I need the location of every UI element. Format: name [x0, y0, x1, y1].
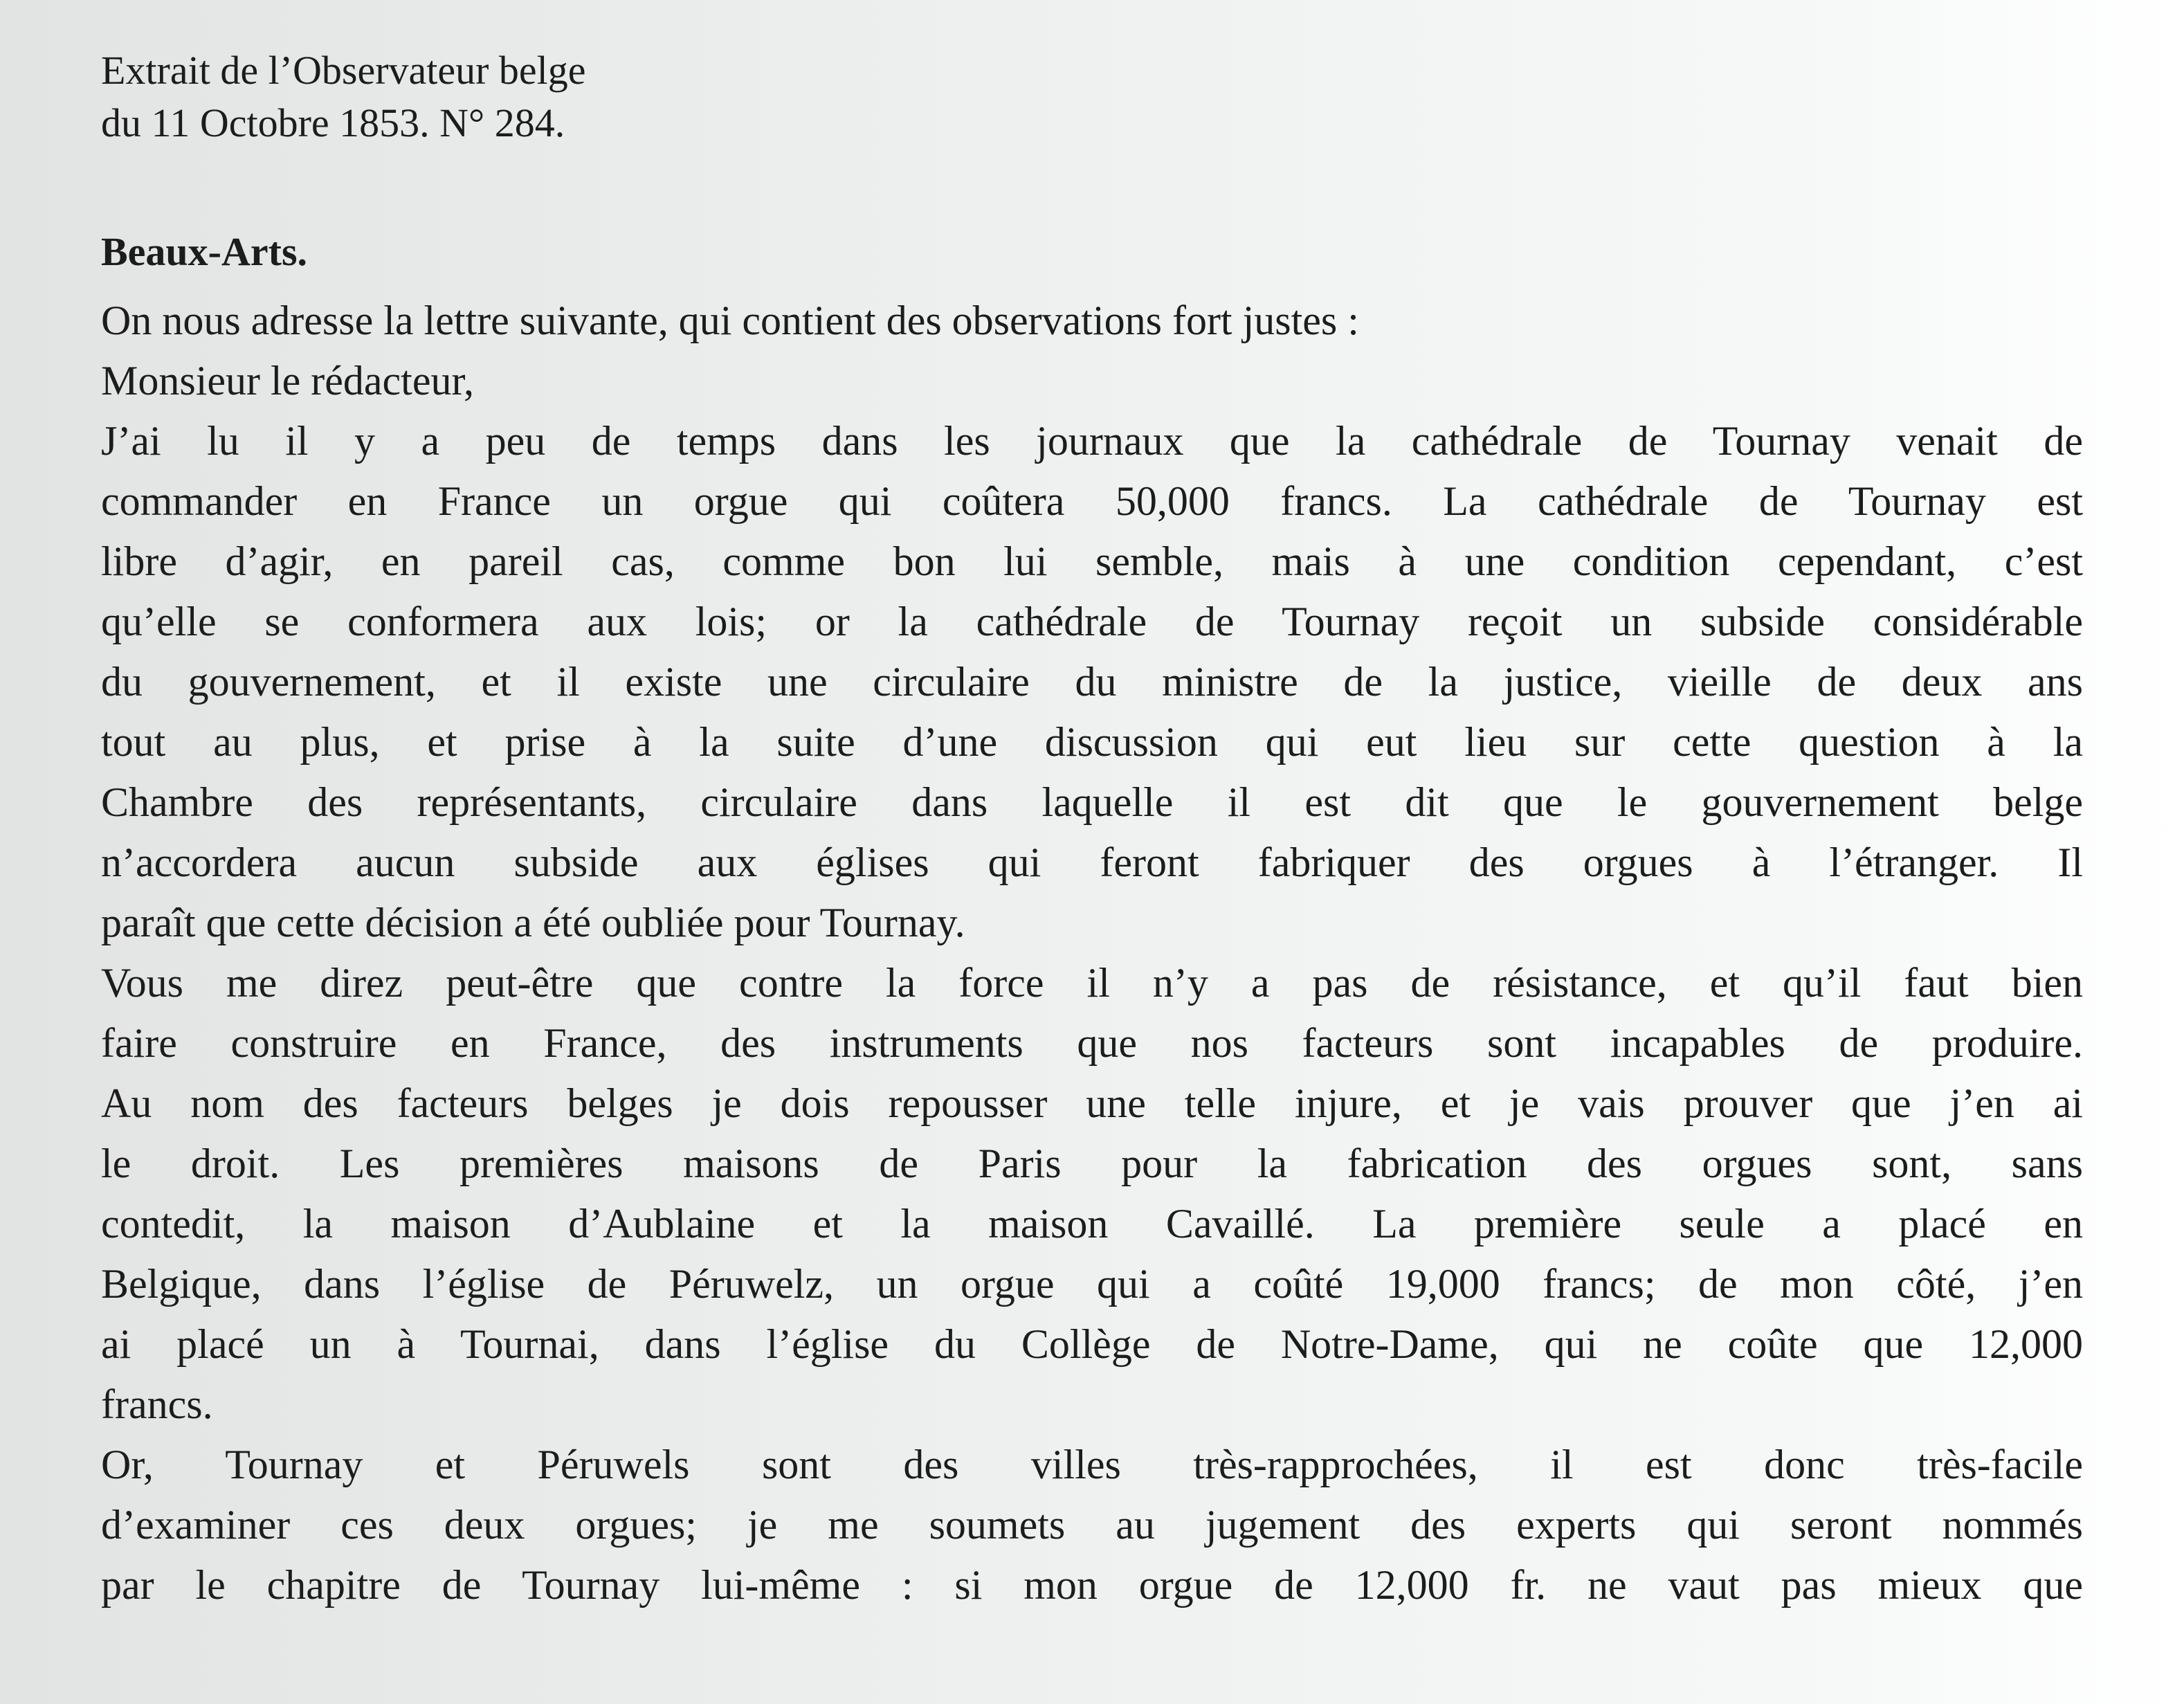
text-line: faire construire en France, des instruments que nos facteurs sont incapables de produire. — [101, 1020, 2083, 1066]
header-date-line: du 11 Octobre 1853. N° 284. — [101, 100, 565, 145]
text-line: On nous adresse la lettre suivante, qui contient des observations fort justes : — [101, 298, 1359, 343]
text-line: le droit. Les premières maisons de Paris pour la fabrication des orgues sont, sans — [101, 1141, 2083, 1186]
text-line: Chambre des représentants, circulaire dans laquelle il est dit que le gouvernement belge — [101, 779, 2083, 825]
text-line: tout au plus, et prise à la suite d’une discussion qui eut lieu sur cette question à la — [101, 719, 2083, 765]
text-line: commander en France un orgue qui coûtera 50,000 francs. La cathédrale de Tournay est — [101, 478, 2083, 524]
text-line: Monsieur le rédacteur, — [101, 358, 475, 404]
text-line: qu’elle se conformera aux lois; or la cathédrale de Tournay reçoit un subside considérable — [101, 599, 2083, 644]
text-line: Or, Tournay et Péruwels sont des villes très-rapprochées, il est donc très-facile — [101, 1442, 2083, 1487]
text-line: J’ai lu il y a peu de temps dans les journaux que la cathédrale de Tournay venait de — [101, 418, 2083, 464]
text-line: Vous me direz peut-être que contre la force il n’y a pas de résistance, et qu’il faut bien — [101, 960, 2083, 1006]
document-header — [101, 44, 586, 149]
text-line: francs. — [101, 1381, 213, 1427]
text-line: par le chapitre de Tournay lui-même : si mon orgue de 12,000 fr. ne vaut pas mieux que — [101, 1562, 2083, 1608]
text-line: d’examiner ces deux orgues; je me soumets au jugement des experts qui seront nommés — [101, 1502, 2083, 1548]
text-line: n’accordera aucun subside aux églises qui feront fabriquer des orgues à l’étranger. Il — [101, 840, 2083, 885]
text-line: libre d’agir, en pareil cas, comme bon lui semble, mais à une condition cependant, c’est — [101, 538, 2083, 584]
text-line: Au nom des facteurs belges je dois repousser une telle injure, et je vais prouver que j’en ai — [101, 1080, 2083, 1126]
text-line: Belgique, dans l’église de Péruwelz, un orgue qui a coûté 19,000 francs; de mon côté, j’en — [101, 1261, 2083, 1307]
letter-body — [101, 291, 2083, 1615]
section-title: Beaux-Arts. — [101, 229, 308, 274]
header-source-line: Extrait de l’Observateur belge — [101, 48, 586, 93]
text-line: paraît que cette décision a été oubliée pour Tournay. — [101, 900, 965, 945]
text-line: ai placé un à Tournai, dans l’église du Collège de Notre-Dame, qui ne coûte que 12,000 — [101, 1321, 2083, 1367]
text-line: contedit, la maison d’Aublaine et la maison Cavaillé. La première seule a placé en — [101, 1201, 2083, 1247]
text-line: du gouvernement, et il existe une circulaire du ministre de la justice, vieille de deux ans — [101, 659, 2083, 705]
